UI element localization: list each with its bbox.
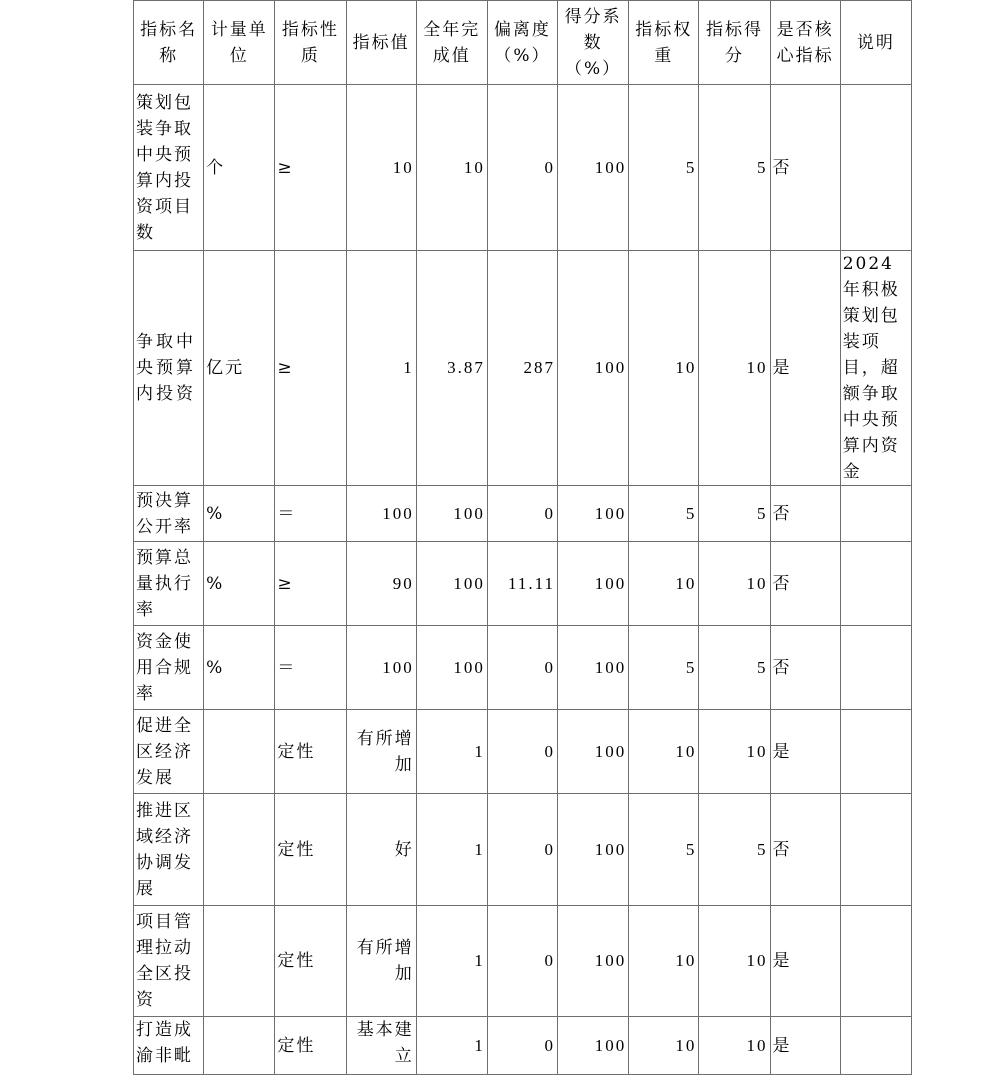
weight-cell: 5 bbox=[629, 85, 699, 251]
weight-cell: 10 bbox=[629, 251, 699, 486]
target-cell: 100 bbox=[346, 626, 416, 710]
actual-cell: 100 bbox=[416, 626, 487, 710]
coefficient-cell: 100 bbox=[558, 794, 629, 906]
deviation-cell: 0 bbox=[487, 486, 557, 542]
note-cell bbox=[840, 486, 911, 542]
unit-cell bbox=[204, 906, 275, 1017]
indicator-name: 推进区域经济协调发展 bbox=[134, 794, 204, 906]
target-cell: 基本建立 bbox=[346, 1017, 416, 1075]
score-cell: 10 bbox=[699, 542, 770, 626]
nature-cell: ≥ bbox=[275, 251, 346, 486]
indicator-name: 资金使用合规率 bbox=[134, 626, 204, 710]
header-is-core: 是否核心指标 bbox=[770, 1, 840, 85]
unit-cell: % bbox=[204, 542, 275, 626]
target-cell: 1 bbox=[346, 251, 416, 486]
weight-cell: 10 bbox=[629, 906, 699, 1017]
actual-cell: 3.87 bbox=[416, 251, 487, 486]
unit-cell: 亿元 bbox=[204, 251, 275, 486]
score-cell: 10 bbox=[699, 1017, 770, 1075]
nature-cell: 定性 bbox=[275, 1017, 346, 1075]
score-cell: 10 bbox=[699, 906, 770, 1017]
unit-cell bbox=[204, 794, 275, 906]
coefficient-cell: 100 bbox=[558, 251, 629, 486]
note-cell bbox=[840, 906, 911, 1017]
table-row bbox=[134, 794, 912, 906]
weight-cell: 10 bbox=[629, 710, 699, 794]
score-cell: 5 bbox=[699, 794, 770, 906]
actual-cell: 10 bbox=[416, 85, 487, 251]
deviation-cell: 0 bbox=[487, 1017, 557, 1075]
score-cell: 10 bbox=[699, 710, 770, 794]
header-target-value: 指标值 bbox=[346, 1, 416, 85]
indicator-name: 打造成渝非毗 bbox=[134, 1017, 204, 1075]
nature-cell: ≥ bbox=[275, 85, 346, 251]
score-cell: 5 bbox=[699, 626, 770, 710]
table-row bbox=[134, 251, 912, 486]
weight-cell: 10 bbox=[629, 542, 699, 626]
deviation-cell: 0 bbox=[487, 626, 557, 710]
nature-cell: 定性 bbox=[275, 794, 346, 906]
target-cell: 10 bbox=[346, 85, 416, 251]
actual-cell: 100 bbox=[416, 542, 487, 626]
nature-cell: ＝ bbox=[275, 626, 346, 710]
core-cell: 否 bbox=[770, 794, 840, 906]
actual-cell: 1 bbox=[416, 794, 487, 906]
weight-cell: 5 bbox=[629, 794, 699, 906]
weight-cell: 10 bbox=[629, 1017, 699, 1075]
table-row bbox=[134, 626, 912, 710]
target-cell: 有所增加 bbox=[346, 906, 416, 1017]
core-cell: 否 bbox=[770, 486, 840, 542]
target-cell: 100 bbox=[346, 486, 416, 542]
score-cell: 5 bbox=[699, 486, 770, 542]
table-row bbox=[134, 710, 912, 794]
header-actual-value: 全年完成值 bbox=[416, 1, 487, 85]
note-cell bbox=[840, 85, 911, 251]
header-indicator-name: 指标名称 bbox=[134, 1, 204, 85]
actual-cell: 1 bbox=[416, 710, 487, 794]
coefficient-cell: 100 bbox=[558, 1017, 629, 1075]
target-cell: 好 bbox=[346, 794, 416, 906]
score-cell: 10 bbox=[699, 251, 770, 486]
core-cell: 是 bbox=[770, 710, 840, 794]
indicator-name: 预算总量执行率 bbox=[134, 542, 204, 626]
note-cell bbox=[840, 1017, 911, 1075]
performance-indicator-table bbox=[133, 0, 912, 1075]
deviation-cell: 0 bbox=[487, 794, 557, 906]
nature-cell: ＝ bbox=[275, 486, 346, 542]
header-weight: 指标权重 bbox=[629, 1, 699, 85]
actual-cell: 1 bbox=[416, 1017, 487, 1075]
header-row bbox=[134, 1, 912, 85]
core-cell: 否 bbox=[770, 85, 840, 251]
core-cell: 否 bbox=[770, 626, 840, 710]
deviation-cell: 0 bbox=[487, 906, 557, 1017]
indicator-name: 预决算公开率 bbox=[134, 486, 204, 542]
note-cell bbox=[840, 710, 911, 794]
deviation-cell: 287 bbox=[487, 251, 557, 486]
unit-cell bbox=[204, 710, 275, 794]
unit-cell: % bbox=[204, 486, 275, 542]
score-cell: 5 bbox=[699, 85, 770, 251]
actual-cell: 100 bbox=[416, 486, 487, 542]
core-cell: 否 bbox=[770, 542, 840, 626]
note-cell bbox=[840, 542, 911, 626]
header-deviation: 偏离度（%） bbox=[487, 1, 557, 85]
unit-cell: % bbox=[204, 626, 275, 710]
table-row bbox=[134, 85, 912, 251]
target-cell: 有所增加 bbox=[346, 710, 416, 794]
nature-cell: ≥ bbox=[275, 542, 346, 626]
nature-cell: 定性 bbox=[275, 906, 346, 1017]
table-row bbox=[134, 486, 912, 542]
coefficient-cell: 100 bbox=[558, 626, 629, 710]
indicator-name: 项目管理拉动全区投资 bbox=[134, 906, 204, 1017]
weight-cell: 5 bbox=[629, 486, 699, 542]
deviation-cell: 0 bbox=[487, 710, 557, 794]
coefficient-cell: 100 bbox=[558, 906, 629, 1017]
unit-cell: 个 bbox=[204, 85, 275, 251]
coefficient-cell: 100 bbox=[558, 710, 629, 794]
deviation-cell: 0 bbox=[487, 85, 557, 251]
core-cell: 是 bbox=[770, 906, 840, 1017]
note-cell bbox=[840, 626, 911, 710]
header-score: 指标得分 bbox=[699, 1, 770, 85]
weight-cell: 5 bbox=[629, 626, 699, 710]
coefficient-cell: 100 bbox=[558, 486, 629, 542]
table-row bbox=[134, 542, 912, 626]
unit-cell bbox=[204, 1017, 275, 1075]
core-cell: 是 bbox=[770, 251, 840, 486]
actual-cell: 1 bbox=[416, 906, 487, 1017]
note-cell: 2024年积极策划包装项目，超额争取中央预算内资金 bbox=[840, 251, 911, 486]
header-nature: 指标性质 bbox=[275, 1, 346, 85]
table-row bbox=[134, 1017, 912, 1075]
core-cell: 是 bbox=[770, 1017, 840, 1075]
note-cell bbox=[840, 794, 911, 906]
header-unit: 计量单位 bbox=[204, 1, 275, 85]
deviation-cell: 11.11 bbox=[487, 542, 557, 626]
header-note: 说明 bbox=[840, 1, 911, 85]
indicator-name: 争取中央预算内投资 bbox=[134, 251, 204, 486]
coefficient-cell: 100 bbox=[558, 85, 629, 251]
header-score-coefficient: 得分系数（%） bbox=[558, 1, 629, 85]
target-cell: 90 bbox=[346, 542, 416, 626]
coefficient-cell: 100 bbox=[558, 542, 629, 626]
nature-cell: 定性 bbox=[275, 710, 346, 794]
table-row bbox=[134, 906, 912, 1017]
indicator-name: 策划包装争取中央预算内投资项目数 bbox=[134, 85, 204, 251]
indicator-name: 促进全区经济发展 bbox=[134, 710, 204, 794]
